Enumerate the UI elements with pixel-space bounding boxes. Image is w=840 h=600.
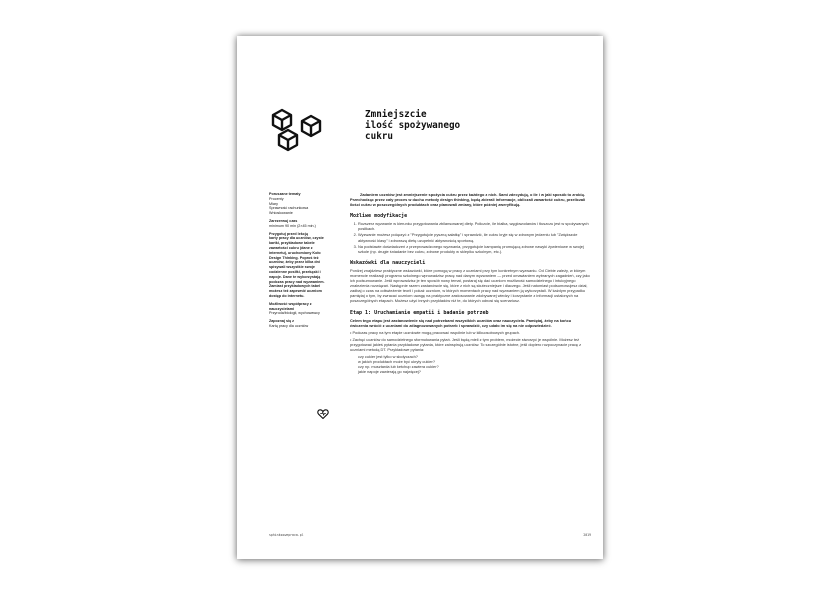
page-title bbox=[365, 110, 460, 142]
title-line: cukru bbox=[365, 130, 393, 142]
footer-year: 2019 bbox=[583, 533, 591, 537]
stage1-bullet: • Podczas pracy na tym etapie uczniowie mogą pracować wspólnie lub w kilkuosobowych grupach. bbox=[350, 329, 521, 335]
topic-item: Procenty bbox=[269, 196, 284, 201]
question-item: jakie napoje zawierają go najwięcej? bbox=[358, 369, 421, 375]
modifications-list bbox=[350, 221, 590, 254]
stage1-bullet: • Zachęć uczniów do samodzielnego sformułowania pytań. Jeśli będą mieli z tym problem, możecie stworzyć je wspólnie. Możesz też przygotować jakieś pytania przykładowe pytania, które zainspirują uczniów. To szczególnie istotne, jeśli dopiero rozpoczynacie pracę z uczniami metodą DT. Przykładowe pytania: bbox=[350, 336, 582, 352]
question-item: w jakich produktach może być ukryty cukier? bbox=[358, 359, 435, 365]
cube-cluster-logo-icon bbox=[269, 106, 327, 152]
main-content bbox=[350, 192, 590, 374]
topic-item: Miary bbox=[269, 201, 279, 206]
sidebar bbox=[269, 192, 327, 329]
topic-item: Sprawność rachunkowa bbox=[269, 206, 309, 211]
teacher-tips-heading: Wskazówki dla nauczycieli bbox=[350, 259, 426, 266]
page-footer bbox=[269, 533, 591, 537]
materials-value: Kartą pracy dla uczniów bbox=[269, 323, 309, 328]
list-item: 2. Wyzwanie możesz połączyć z "Przygotujcie pyszną sałatkę" i sprawdzić, ile cukru kryje się w zdrowym jedzeniu lub "Zwiększcie aktywność klasy" i zdrowszą dietę uzupełnić aktywnością sportową. bbox=[358, 232, 590, 242]
stage1-lead: Celem tego etapu jest zastanowienie się nad potrzebami wszystkich uczniów oraz nauczyciela. Pamiętaj, żeby na końcu ćwiczenia wrócić z uczniami do zdiagnozowanych potrzeb i sprawdzić, czy udało im się na nie odpowiedzieć. bbox=[350, 317, 572, 328]
teacher-tips-paragraph: Poniżej znajdziesz praktyczne wskazówki, które pomogą w pracy z uczniami przy tym konkretnym wyzwaniu. Od Ciebie zależy, w którym momencie realizacji programu szkolnego wprowadzisz pracę nad danym wyzwaniem — przed omawianiem wybranych zagadnień, czy jako ich podsumowanie. Jeśli wprowadzisz je ten sposób nowy temat, postaraj się dać uczniom możliwość samodzielnego i intuicyjnego znalezienia rozwiązań. Następnie razem zastanówcie się, które z nich są skuteczniejsze i dlaczego. Jeśli natomiast podsumowujesz dział, zadbaj o czas na odświeżenie teorii i pokaż uczniom, w których momentach pracy nad wyzwaniem ją wykorzystali. W każdym przypadku pamiętaj o tym, by zwracać uczniom uwagę na praktyczne zastosowanie zdobywanej wiedzy i korzystanie z informacji ustalonych na poszczególnych etapach. Możesz użyć innych przykładów niż te, do których odnosi się scenariusz. bbox=[350, 267, 590, 304]
list-item: 3. Na podstawie doświadczeń z przeprowadzonego wyzwania, przygotujcie kampanię promującą zdrowe nawyki żywieniowe w swojej szkole (np. drugie śniadanie bez cukru, zdrowe produkty w sklepiku szkolnym, etc.). bbox=[358, 244, 590, 254]
footer-url: sphinksowepraca.pl bbox=[269, 533, 304, 537]
title-line: Zmniejszcie bbox=[365, 109, 427, 120]
time-heading: Zarezerwuj czas bbox=[269, 218, 298, 223]
intro-paragraph: Zadaniem uczniów jest zmniejszenie spożycia cukru przez każdego z nich. Sami zdecydują, o ile i w jaki sposób to zrobią. Przechodząc przez cały proces w duchu metody design thinking, będą zbierali informacje, obliczali zawartość cukru, przeliczali ilości cukru w poszczególnych produktach oraz planowali zmiany, które później zweryfikują. bbox=[350, 192, 586, 208]
topics-heading: Poruszane tematy bbox=[269, 192, 301, 196]
prep-text: karty pracy dla uczniów, czyste kartki, przykładowe tabele zawartości cukru (dane z internetu), uruchomiony Koło Design Thinking. Poproś też uczniów, żeby przez kilka dni spisywali wszystkie swoje codzienne posiłki, przekąski i napoje. Dane te wykorzystają podczas pracy nad wyzwaniem. Zamiast przykładowych tabel możesz też zapewnić uczniom dostęp do internetu. bbox=[269, 236, 325, 298]
question-item: czy np. musztarda lub ketchup zawiera cukier? bbox=[358, 364, 439, 370]
time-value: minimum 90 min (2×45 min.) bbox=[269, 223, 316, 228]
materials-heading: Zapoznaj się z bbox=[269, 319, 294, 324]
modifications-heading: Możliwe modyfikacje bbox=[350, 213, 408, 220]
question-item: czy cukier jest tylko w słodyczach? bbox=[358, 354, 418, 360]
integration-heading: Możliwość współpracy z nauczycielami bbox=[269, 301, 312, 311]
topic-item: Wnioskowanie bbox=[269, 211, 293, 216]
stage1-heading: Etap 1: Uruchamianie empatii i badanie potrzeb bbox=[350, 309, 489, 316]
prep-heading: Przygotuj przed lekcją bbox=[269, 231, 308, 236]
list-item: 1. Rozszerz wyzwanie w kierunku przygotowania zbilansowanej diety. Policzcie, ile białka, węglowodanów i tłuszczu jest w spożywanych posiłkach. bbox=[358, 221, 590, 231]
heart-icon bbox=[317, 408, 329, 420]
integration-value: Przyroda/biologii, wychowawcy bbox=[269, 311, 320, 316]
title-line: ilość spożywanego bbox=[365, 119, 461, 131]
document-page bbox=[237, 36, 603, 559]
